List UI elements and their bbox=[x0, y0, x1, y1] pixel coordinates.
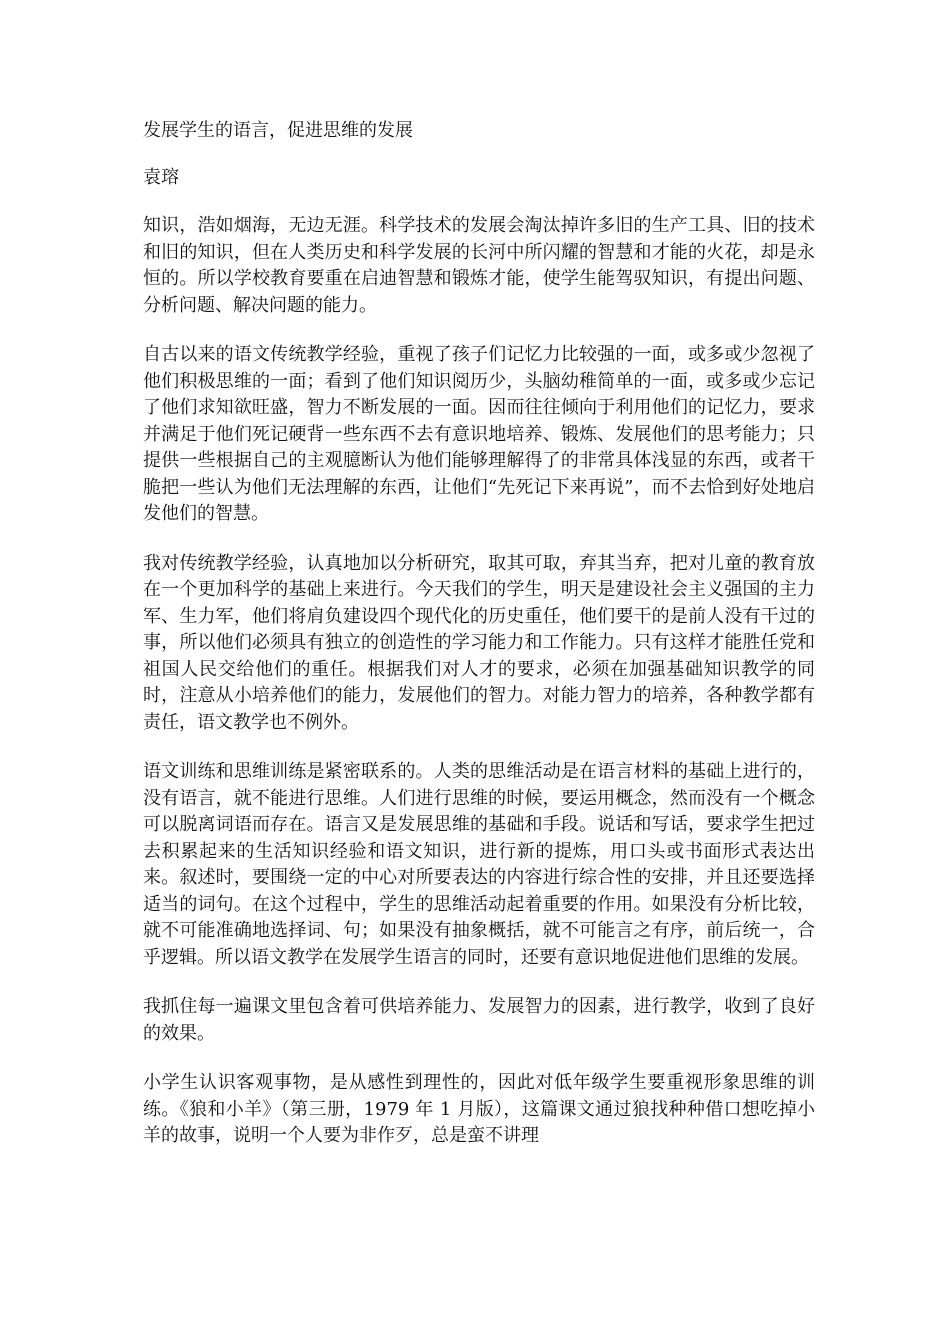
paragraph-1: 知识，浩如烟海，无边无涯。科学技术的发展会淘汰掉许多旧的生产工具、旧的技术和旧的知识，但在人类历史和科学发展的长河中所闪耀的智慧和才能的火花，却是永恒的。所以学校教育要重在启迪智慧和锻炼才能，使学生能驾驭知识，有提出问题、分析问题、解决问题的能力。 bbox=[143, 215, 815, 316]
paragraph-5: 我抓住每一遍课文里包含着可供培养能力、发展智力的因素，进行教学，收到了良好的效果。 bbox=[143, 996, 815, 1044]
document-page bbox=[143, 118, 815, 1173]
document-title: 发展学生的语言，促进思维的发展 bbox=[143, 120, 413, 141]
paragraph-3: 我对传统教学经验，认真地加以分析研究，取其可取，弃其当弃，把对儿童的教育放在一个更加科学的基础上来进行。今天我们的学生，明天是建设社会主义强国的主力军、生力军，他们将肩负建设四个现代化的历史重任，他们要干的是前人没有干过的事，所以他们必须具有独立的创造性的学习能力和工作能力。只有这样才能胜任党和祖国人民交给他们的重任。根据我们对人才的要求，必须在加强基础知识教学的同时，注意从小培养他们的能力，发展他们的智力。对能力智力的培养，各种教学都有责任，语文教学也不例外。 bbox=[143, 552, 815, 733]
paragraph-6: 小学生认识客观事物，是从感性到理性的，因此对低年级学生要重视形象思维的训练。《狼和小羊》（第三册，1979 年 1 月版），这篇课文通过狼找种种借口想吃掉小羊的故事，说明一个人要为非作歹，总是蛮不讲理 bbox=[143, 1072, 815, 1146]
paragraph-4: 语文训练和思维训练是紧密联系的。人类的思维活动是在语言材料的基础上进行的，没有语言，就不能进行思维。人们进行思维的时候，要运用概念，然而没有一个概念可以脱离词语而存在。语言又是发展思维的基础和手段。说话和写话，要求学生把过去积累起来的生活知识经验和语文知识，进行新的提炼，用口头或书面形式表达出来。叙述时，要围绕一定的中心对所要表达的内容进行综合性的安排，并且还要选择适当的词句。在这个过程中，学生的思维活动起着重要的作用。如果没有分析比较，就不可能准确地选择词、句；如果没有抽象概括，就不可能言之有序，前后统一，合乎逻辑。所以语文教学在发展学生语言的同时，还要有意识地促进他们思维的发展。 bbox=[143, 761, 815, 968]
paragraph-2: 自古以来的语文传统教学经验，重视了孩子们记忆力比较强的一面，或多或少忽视了他们积极思维的一面；看到了他们知识阅历少，头脑幼稚简单的一面，或多或少忘记了他们求知欲旺盛，智力不断发展的一面。因而往往倾向于利用他们的记忆力，要求并满足于他们死记硬背一些东西不去有意识地培养、锻炼、发展他们的思考能力；只提供一些根据自己的主观臆断认为他们能够理解得了的非常具体浅显的东西，或者干脆把一些认为他们无法理解的东西，让他们“先死记下来再说”，而不去恰到好处地启发他们的智慧。 bbox=[143, 344, 815, 524]
document-author: 袁瑢 bbox=[143, 166, 179, 188]
